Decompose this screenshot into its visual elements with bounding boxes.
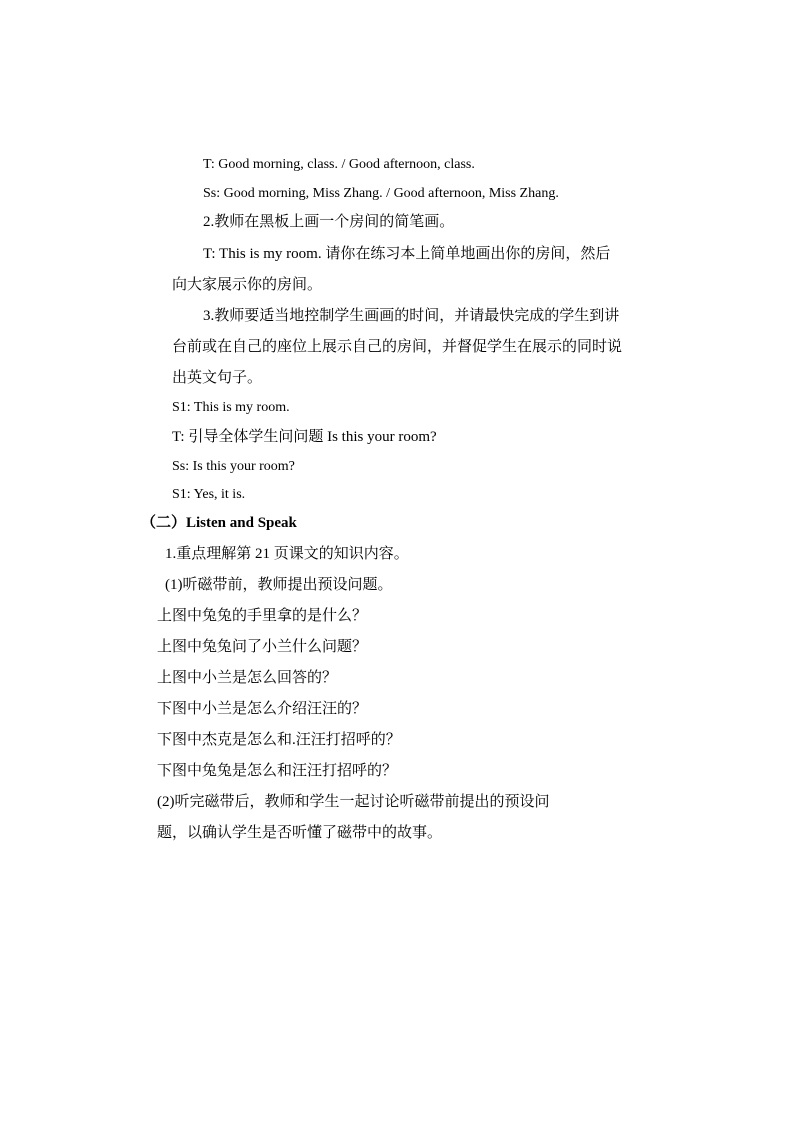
section-heading-listen-speak: （二）Listen and Speak [141,515,297,531]
dialogue-line-s1-answer: S1: Yes, it is. [172,487,246,502]
dialogue-line-greeting-teacher: T: Good morning, class. / Good afternoon, class. [203,157,475,172]
question-6: 下图中兔兔是怎么和汪汪打招呼的？ [157,763,398,779]
question-2: 上图中兔兔问了小兰什么问题？ [157,639,368,655]
dialogue-line-students-question: Ss: Is this your room? [172,459,295,474]
step-2-text: 2.教师在黑板上画一个房间的简笔画。 [203,214,455,230]
item-1-sub-1: (1)听磁带前，教师提出预设问题。 [165,577,393,593]
step-3-text: 3.教师要适当地控制学生画画的时间，并请最快完成的学生到讲 [203,308,620,324]
step-3-text-cont-1: 台前或在自己的座位上展示自己的房间，并督促学生在展示的同时说 [172,339,623,355]
item-1-text: 1.重点理解第 21 页课文的知识内容。 [165,546,409,562]
dialogue-line-s1-room: S1: This is my room. [172,400,290,415]
item-1-sub-2-cont: 题，以确认学生是否听懂了磁带中的故事。 [157,825,443,841]
teacher-room-instruction: T: This is my room. 请你在练习本上简单地画出你的房间，然后 [203,246,611,262]
step-3-text-cont-2: 出英文句子。 [172,370,263,386]
dialogue-line-teacher-guide: T: 引导全体学生问问题 Is this your room? [172,429,437,445]
item-1-sub-2: (2)听完磁带后，教师和学生一起讨论听磁带前提出的预设问 [157,794,550,810]
dialogue-line-greeting-students: Ss: Good morning, Miss Zhang. / Good afternoon, Miss Zhang. [203,186,559,201]
teacher-room-instruction-cont: 向大家展示你的房间。 [172,277,323,293]
question-1: 上图中兔兔的手里拿的是什么？ [157,608,368,624]
question-4: 下图中小兰是怎么介绍汪汪的？ [157,701,368,717]
question-5: 下图中杰克是怎么和.汪汪打招呼的？ [157,732,401,748]
question-3: 上图中小兰是怎么回答的？ [157,670,338,686]
